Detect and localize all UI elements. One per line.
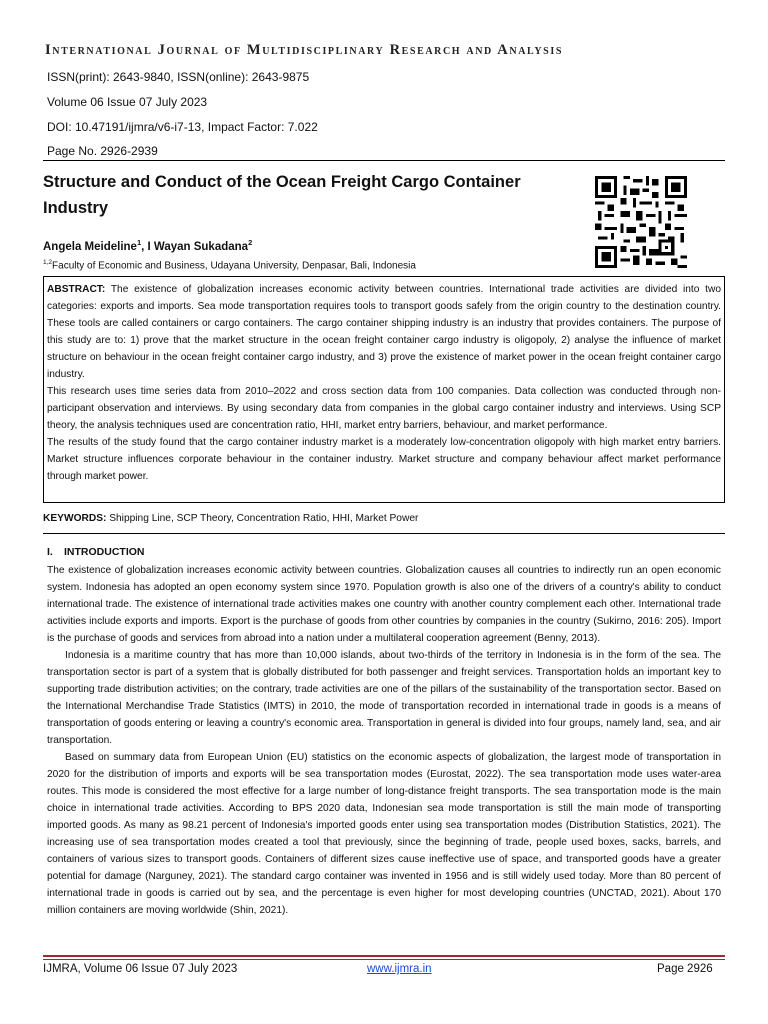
- qr-code-icon: [595, 176, 687, 268]
- abstract-box: [43, 276, 725, 503]
- intro-para-3: Based on summary data from European Union (EU) statistics on the economic aspects of globalization, the largest mode of transportation in 2020 for the distribution of imports and exports will be sea transportation modes (Eurostat, 2022). The sea transportation mode uses water-area routes. This mode is considered the most effective for a large number of long-distance freight transports. The sea transportation mode is the main choice in international trade activities. According to BPS 2020 data, Indonesian sea mode transportation is still the main mode of transporting imported goods. As many as 98.21 percent of Indonesia's imported goods enter using sea transportation modes (Distribution Statistics, 2021). The increasing use of sea transportation modes created a tool that previously, since the beginning of trade, people used boxes, sacks, barrels, and containers of various sizes to transport goods. Containers of different sizes cause ineffective use of space, and transported goods have a greater potential for damage (Narguney, 2021). The standard cargo container was invented in 1956 and is still widely used today. More than 80 percent of international trade in goods is carried out by sea, and the percentage is even higher for most developing countries (UNCTAD, 2021). About 170 million containers are moving worldwide (Shin, 2021).: [47, 752, 721, 916]
- affiliation-mark: 1,2: [43, 259, 53, 266]
- author-2: , I Wayan Sukadana: [141, 240, 249, 253]
- doi: DOI: 10.47191/ijmra/v6-i7-13, Impact Factor: 7.022: [47, 120, 318, 134]
- journal-name: International Journal of Multidisciplinary Research and Analysis: [45, 42, 563, 58]
- introduction-body: [47, 562, 721, 919]
- section-title: INTRODUCTION: [64, 546, 145, 558]
- affiliation: [43, 259, 416, 271]
- section-heading-introduction: [47, 546, 145, 558]
- author-1: Angela Meideline: [43, 240, 137, 253]
- abstract-para-1: [47, 281, 721, 383]
- footer-rule-thin: [43, 959, 725, 960]
- footer-link-wrap: [367, 963, 432, 975]
- author-2-affil-mark: 2: [248, 238, 253, 247]
- intro-para-2: Indonesia is a maritime country that has more than 10,000 islands, about two-thirds of the territory in Indonesia is in the form of the sea. The transportation sector is part of a system that is globally distributed for both passenger and freight services. Transportation holds an important key to supporting trade distribution activities; on the contrary, trade activities are one of the pillars of the sustainability of the transportation sector. Based on the International Merchandise Trade Statistics (IMTS) in 2010, the mode of transportation recorded in international trade in goods is a means of transportation of goods entering or leaving a country's economic area. Transportation in general is divided into four groups, namely land, sea, and air transportation.: [47, 650, 721, 746]
- footer-rule-thick: [43, 955, 725, 957]
- abstract-para-3: The results of the study found that the cargo container industry market is a moderately low-concentration oligopoly with high market entry barriers. Market structure influences corporate behaviour in the container industry. Market structure and company behaviour affect market performance through market power.: [47, 437, 721, 482]
- issn: ISSN(print): 2643-9840, ISSN(online): 2643-9875: [47, 70, 310, 84]
- keywords-label: KEYWORDS:: [43, 513, 107, 524]
- keywords-divider: [43, 533, 725, 534]
- page-numbers: Page No. 2926-2939: [47, 144, 158, 158]
- keywords: [43, 513, 725, 524]
- intro-para-1: The existence of globalization increases economic activity between countries. Globalization causes all countries to indirectly run an open economic system. Indonesia has adopted an open economy system since 1970. Population growth is also one of the drivers of a country's ability to conduct international trade. The existence of international trade activities makes one country with another country complement each other. International trade activities include exports and imports. Export is the purchase of goods from other countries by companies in the country (Sukirno, 2016: 205). Import is the purchase of goods and services from abroad into a nation under a multilateral cooperation agreement (Benny, 2013).: [47, 565, 721, 644]
- abstract-para-2: This research uses time series data from 2010–2022 and cross section data from 100 companies. Data collection was conducted through non-participant observation and interviews. By using secondary data from companies in the global cargo container industry and interviews. Using SCP theory, the analysis techniques used are concentration ratio, HHI, market entry barriers, behaviour, and market performance.: [47, 386, 721, 431]
- volume-issue: Volume 06 Issue 07 July 2023: [47, 95, 208, 109]
- affiliation-text: Faculty of Economic and Business, Udayana University, Denpasar, Bali, Indonesia: [52, 260, 416, 272]
- author-1-affil-mark: 1: [136, 238, 142, 247]
- journal-website-link[interactable]: www.ijmra.in: [367, 963, 432, 975]
- footer-issue: IJMRA, Volume 06 Issue 07 July 2023: [43, 963, 238, 975]
- footer-page-number: Page 2926: [657, 963, 713, 975]
- abstract-text-1: The existence of globalization increases economic activity between countries. International trade activities are divided into two categories: exports and imports. Sea mode transportation requires tools to transport goods safely from the origin country to the destination country. These tools are called containers or cargo containers. The cargo container shipping industry is an industry that provides containers. The purpose of this study are to: 1) prove that the market structure in the ocean freight container cargo industry is oligopoly, 2) analyse the influence of market structure on behaviour in the ocean freight container cargo industry, and 3) prove the existence of market power in the ocean freight container cargo industry.: [47, 284, 721, 380]
- authors: [43, 238, 252, 253]
- article-title: Structure and Conduct of the Ocean Freight Cargo Container Industry: [43, 173, 521, 217]
- header-divider: [43, 160, 725, 161]
- section-number: I.: [47, 546, 53, 558]
- abstract-label: ABSTRACT:: [47, 284, 106, 295]
- keywords-text: Shipping Line, SCP Theory, Concentration Ratio, HHI, Market Power: [106, 513, 419, 524]
